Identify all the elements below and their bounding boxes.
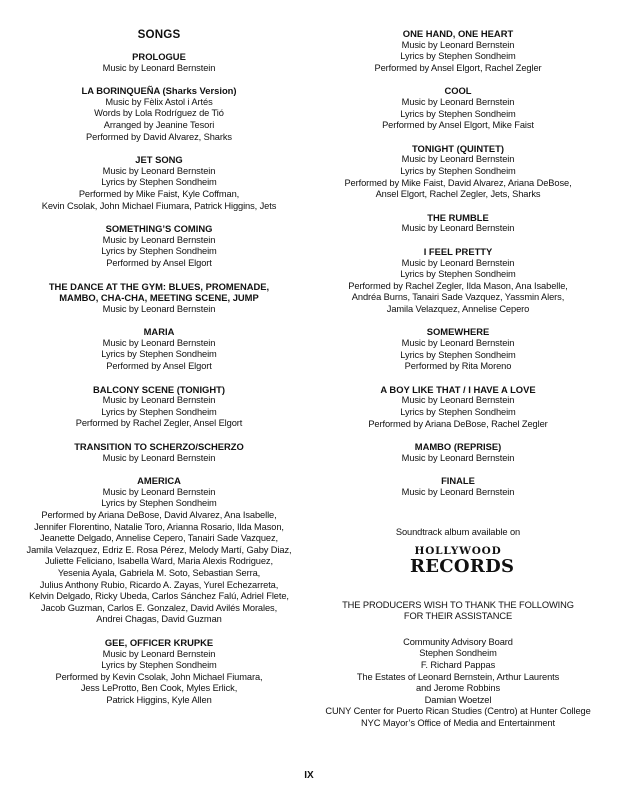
song-credit-line: Patrick Higgins, Kyle Allen bbox=[106, 694, 212, 705]
right-column bbox=[317, 28, 599, 730]
song-credit-line: Lyrics by Stephen Sondheim bbox=[400, 108, 516, 119]
song-credit-line: Arranged by Jeanine Tesori bbox=[103, 119, 215, 130]
song-entry bbox=[18, 281, 300, 316]
left-song-list bbox=[18, 51, 300, 707]
song-entry bbox=[18, 223, 300, 269]
logo-bottom-text: RECORDS bbox=[410, 555, 515, 577]
song-entry bbox=[18, 441, 300, 464]
song-credit-line: Performed by Ansel Elgort bbox=[106, 257, 212, 268]
song-title: MARIA bbox=[143, 326, 175, 338]
song-credit-line: Jacob Guzman, Carlos E. Gonzalez, David Avilés Morales, bbox=[40, 602, 278, 613]
thanks-item: CUNY Center for Puerto Rican Studies (Centro) at Hunter College bbox=[325, 706, 591, 717]
song-credit-line: Yesenia Ayala, Gabriela M. Soto, Sebastian Serra, bbox=[57, 567, 261, 578]
song-credit-line: Music by Leonard Bernstein bbox=[401, 338, 515, 349]
song-title: PROLOGUE bbox=[132, 51, 186, 62]
song-credit-line: Andréa Burns, Tanairi Sade Vazquez, Yassmin Alers, bbox=[351, 292, 565, 303]
song-credit-line: Music by Leonard Bernstein bbox=[401, 154, 515, 165]
song-credit-line: Performed by Ariana DeBose, David Alvarez, Ana Isabelle, bbox=[41, 510, 277, 520]
song-title: SOMEWHERE bbox=[426, 326, 490, 338]
song-credit-line: Music by Leonard Bernstein bbox=[401, 487, 515, 497]
song-title: LA BORINQUEÑA (Sharks Version) bbox=[81, 85, 237, 97]
thanks-heading-line2: FOR THEIR ASSISTANCE bbox=[403, 611, 513, 622]
song-credit-line: Andrei Chagas, David Guzman bbox=[96, 614, 222, 625]
song-entry bbox=[18, 326, 300, 372]
song-credit-line: Music by Leonard Bernstein bbox=[102, 395, 216, 406]
song-credit-line: Performed by Rita Moreno bbox=[404, 361, 512, 372]
song-credit-line: Jess LeProtto, Ben Cook, Myles Erlick, bbox=[80, 683, 238, 694]
song-title: BALCONY SCENE (TONIGHT) bbox=[93, 383, 225, 395]
song-credit-line: Performed by Mike Faist, Kyle Coffman, bbox=[78, 188, 240, 199]
song-credit-line: Lyrics by Stephen Sondheim bbox=[101, 177, 217, 188]
thanks-list bbox=[317, 637, 599, 730]
song-credit-line: Julius Anthony Rubio, Ricardo A. Zayas, Yurel Echezarreta, bbox=[39, 579, 279, 590]
thanks-item: NYC Mayor’s Office of Media and Entertainment bbox=[361, 718, 555, 729]
song-entry bbox=[18, 51, 300, 74]
song-credit-line: Music by Leonard Bernstein bbox=[102, 165, 216, 176]
song-credit-line: Lyrics by Stephen Sondheim bbox=[101, 498, 217, 509]
song-credit-line: Music by Leonard Bernstein bbox=[102, 648, 216, 659]
song-title: TONIGHT (QUINTET) bbox=[411, 142, 504, 154]
song-entry bbox=[317, 85, 599, 131]
song-credit-line: Music by Leonard Bernstein bbox=[102, 452, 216, 463]
song-credit-line: Lyrics by Stephen Sondheim bbox=[101, 660, 217, 671]
song-title: THE DANCE AT THE GYM: BLUES, PROMENADE, bbox=[48, 280, 270, 292]
song-entry bbox=[317, 143, 599, 201]
left-column bbox=[18, 28, 300, 718]
song-entry bbox=[18, 154, 300, 212]
logo-top-text: HOLLYWOOD bbox=[414, 545, 502, 558]
song-credit-line: Performed by Ariana DeBose, Rachel Zegler bbox=[368, 418, 548, 429]
thanks-item: Community Advisory Board bbox=[403, 636, 513, 647]
song-credit-line: Lyrics by Stephen Sondheim bbox=[400, 349, 516, 360]
song-credit-line: Performed by Ansel Elgort, Mike Faist bbox=[382, 120, 534, 131]
song-entry bbox=[317, 384, 599, 430]
thanks-item: Stephen Sondheim bbox=[419, 648, 497, 659]
song-entry bbox=[317, 28, 599, 74]
song-entry bbox=[317, 212, 599, 235]
song-title: I FEEL PRETTY bbox=[423, 245, 493, 257]
soundtrack-text: Soundtrack album available on bbox=[395, 526, 521, 537]
thanks-heading bbox=[317, 600, 599, 623]
song-credit-line: Lyrics by Stephen Sondheim bbox=[400, 407, 516, 418]
song-credit-line: Performed by Rachel Zegler, Ansel Elgort bbox=[75, 418, 243, 429]
song-credit-line: Jamila Velazquez, Edriz E. Rosa Pérez, Melody Martí, Gaby Diaz, bbox=[26, 544, 292, 555]
page-heading: SONGS bbox=[137, 28, 181, 41]
song-credit-line: Kelvin Delgado, Ricky Ubeda, Carlos Sánchez Falú, Adriel Flete, bbox=[29, 591, 289, 602]
song-entry bbox=[317, 246, 599, 316]
song-title: SOMETHING’S COMING bbox=[105, 223, 213, 235]
song-title: THE RUMBLE bbox=[427, 211, 489, 223]
thanks-item: F. Richard Pappas bbox=[420, 660, 496, 671]
song-title: A BOY LIKE THAT / I HAVE A LOVE bbox=[380, 383, 536, 395]
song-title: AMERICA bbox=[137, 475, 181, 487]
song-credit-line: Kevin Csolak, John Michael Fiumara, Patrick Higgins, Jets bbox=[41, 200, 277, 211]
song-credit-line: Music by Leonard Bernstein bbox=[401, 39, 515, 50]
song-title: GEE, OFFICER KRUPKE bbox=[104, 636, 214, 648]
song-credit-line: Music by Leonard Bernstein bbox=[102, 303, 216, 314]
song-title: FINALE bbox=[441, 475, 475, 487]
song-credit-line: Lyrics by Stephen Sondheim bbox=[400, 269, 516, 280]
song-entry bbox=[18, 637, 300, 707]
song-credit-line: Music by Fèlix Astol i Artés bbox=[105, 96, 213, 107]
song-credit-line: Jennifer Florentino, Natalie Toro, Arianna Rosario, Ilda Mason, bbox=[34, 521, 284, 532]
song-credit-line: Lyrics by Stephen Sondheim bbox=[101, 246, 217, 257]
thanks-heading-line1: THE PRODUCERS WISH TO THANK THE FOLLOWING bbox=[342, 599, 574, 610]
song-entry bbox=[18, 475, 300, 626]
song-credit-line: Ansel Elgort, Rachel Zegler, Jets, Sharks bbox=[375, 189, 541, 200]
thanks-item: Damian Woetzel bbox=[424, 694, 492, 705]
song-entry bbox=[18, 384, 300, 430]
song-title: JET SONG bbox=[135, 154, 183, 166]
song-title: COOL bbox=[444, 85, 472, 97]
song-credit-line: Music by Leonard Bernstein bbox=[401, 452, 515, 463]
song-title: MAMBO (REPRISE) bbox=[414, 441, 502, 453]
song-credit-line: Performed by David Alvarez, Sharks bbox=[86, 131, 232, 142]
thanks-item: and Jerome Robbins bbox=[416, 683, 500, 694]
song-credit-line: Jamila Velazquez, Annelise Cepero bbox=[386, 303, 530, 314]
song-credit-line: Performed by Ansel Elgort bbox=[106, 361, 212, 372]
song-credit-line: Performed by Ansel Elgort, Rachel Zegler bbox=[374, 62, 542, 73]
song-credit-line: Jeanette Delgado, Annelise Cepero, Tanairi Sade Vazquez, bbox=[39, 533, 278, 544]
song-credit-line: Music by Leonard Bernstein bbox=[401, 257, 515, 268]
song-credit-line: Performed by Mike Faist, David Alvarez, Ariana DeBose, bbox=[344, 177, 572, 188]
song-entry bbox=[18, 85, 300, 143]
song-credit-line: Words by Lola Rodríguez de Tió bbox=[94, 108, 224, 119]
page-number: IX bbox=[304, 770, 314, 781]
song-credit-line: Performed by Rachel Zegler, Ilda Mason, Ana Isabelle, bbox=[348, 280, 568, 291]
song-credit-line: Music by Leonard Bernstein bbox=[102, 486, 216, 497]
soundtrack-section bbox=[317, 527, 599, 576]
song-credit-line: Music by Leonard Bernstein bbox=[401, 223, 515, 234]
song-credit-line: Performed by Kevin Csolak, John Michael Fiumara, bbox=[55, 671, 263, 682]
song-credit-line: Lyrics by Stephen Sondheim bbox=[400, 51, 516, 62]
song-credit-line: Music by Leonard Bernstein bbox=[102, 62, 216, 73]
song-entry bbox=[317, 475, 599, 498]
song-credit-line: Music by Leonard Bernstein bbox=[401, 96, 515, 107]
song-credit-line: Lyrics by Stephen Sondheim bbox=[101, 406, 217, 417]
song-credit-line: Lyrics by Stephen Sondheim bbox=[400, 165, 516, 176]
song-entry bbox=[317, 326, 599, 372]
song-credit-line: Lyrics by Stephen Sondheim bbox=[101, 349, 217, 360]
hollywood-records-logo bbox=[410, 545, 515, 577]
song-title: ONE HAND, ONE HEART bbox=[402, 28, 514, 39]
song-entry bbox=[317, 441, 599, 464]
song-credit-line: Music by Leonard Bernstein bbox=[102, 337, 216, 348]
song-credit-line: Juliette Feliciano, Isabella Ward, Maria Alexis Rodriguez, bbox=[45, 556, 273, 567]
song-credit-line: Music by Leonard Bernstein bbox=[102, 234, 216, 245]
song-title-continued: MAMBO, CHA-CHA, MEETING SCENE, JUMP bbox=[59, 292, 259, 304]
thanks-item: The Estates of Leonard Bernstein, Arthur Laurents bbox=[356, 671, 560, 682]
song-credit-line: Music by Leonard Bernstein bbox=[401, 395, 515, 406]
song-title: TRANSITION TO SCHERZO/SCHERZO bbox=[74, 441, 244, 453]
right-song-list bbox=[317, 28, 599, 499]
